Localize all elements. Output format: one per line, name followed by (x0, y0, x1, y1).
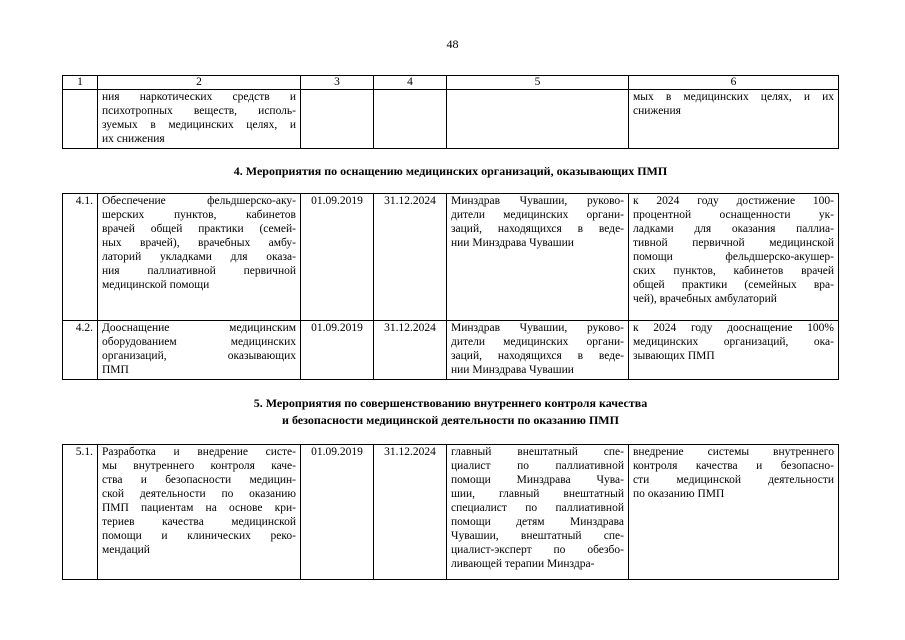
text-line: главный внештатный спе- (451, 446, 624, 458)
text-line: их снижения (102, 133, 165, 145)
text-line: сти медицинской деятельности (633, 474, 834, 486)
text-line: помощи фельдшерско-акушер- (633, 251, 834, 263)
column-number: 4 (374, 76, 447, 90)
text-line: чей), врачебных амбулаторий (633, 293, 777, 305)
text-line: шерских пунктов, кабинетов (102, 209, 296, 221)
text-line: Дооснащение медицинским (102, 322, 296, 334)
row-number (63, 90, 98, 149)
measure-description (98, 321, 301, 380)
section-heading-row (63, 380, 839, 445)
end-date (374, 90, 447, 149)
section-heading (63, 149, 839, 194)
text-line: дители медицинских органи- (451, 209, 624, 221)
text-line: Обеспечение фельдшерско-аку- (102, 195, 296, 207)
expected-result (629, 321, 839, 380)
text-line: Минздрав Чувашии, руково- (451, 195, 624, 207)
measure-description (98, 194, 301, 321)
section-title-line: 5. Мероприятия по совершенствованию внутреннего контроля качества (253, 396, 648, 410)
measure-description (98, 445, 301, 580)
start-date: 01.09.2019 (301, 321, 374, 380)
text-line: зывающих ПМП (633, 350, 715, 362)
text-line: нии Минздрава Чувашии (451, 364, 574, 376)
page-number: 48 (446, 37, 459, 51)
text-line: помощи и клинических реко- (102, 530, 296, 542)
table-row (63, 321, 839, 380)
table-body (63, 76, 839, 580)
text-line: ных врачей), врачебных амбу- (102, 237, 296, 249)
text-line: помощи Минздрава Чува- (451, 474, 624, 486)
text-line: процентной оснащенности ук- (633, 209, 834, 221)
text-line: шии, главный внештатный (451, 488, 624, 500)
text-line: Разработка и внедрение систе- (102, 446, 296, 458)
text-line: снижения (633, 105, 681, 117)
measures-table (62, 75, 839, 580)
text-line: организаций, оказывающих (102, 350, 296, 362)
expected-result (629, 194, 839, 321)
row-number: 4.2. (63, 321, 98, 380)
section-title-line: 4. Мероприятия по оснащению медицинских организаций, оказывающих ПМП (233, 163, 668, 178)
text-line: общей практики (семейных вра- (633, 279, 834, 291)
table-row (63, 445, 839, 580)
text-line: ния паллиативной первичной (102, 265, 296, 277)
text-line: зуемых в медицинских целях, и (102, 119, 296, 131)
column-number: 1 (63, 76, 98, 90)
text-line: к 2024 году дооснащение 100% (633, 322, 834, 334)
text-line: мы внутреннего контроля каче- (102, 460, 296, 472)
text-line: мендаций (102, 544, 150, 556)
text-line: ПМП (102, 364, 129, 376)
text-line: медицинских организаций, ока- (633, 336, 834, 348)
text-line: ской деятельности по оказанию (102, 488, 296, 500)
text-line: психотропных веществ, исполь- (102, 105, 296, 117)
text-line: ладками для оказания паллиа- (633, 223, 834, 235)
text-line: циалист-эксперт по обезбо- (451, 544, 624, 556)
text-line: заций, находящихся в веде- (451, 223, 624, 235)
text-line: мых в медицинских целях, и их (633, 91, 834, 103)
section-heading (63, 380, 839, 445)
end-date: 31.12.2024 (374, 321, 447, 380)
expected-result (629, 445, 839, 580)
text-line: териев качества медицинской (102, 516, 296, 528)
expected-result (629, 90, 839, 149)
text-line: контроля качества и безопасно- (633, 460, 834, 472)
text-line: врачей общей практики (семей- (102, 223, 296, 235)
text-line: заций, находящихся в веде- (451, 350, 624, 362)
measure-description (98, 90, 301, 149)
start-date (301, 90, 374, 149)
end-date: 31.12.2024 (374, 194, 447, 321)
column-number: 2 (98, 76, 301, 90)
text-line: ливающей терапии Минздра- (451, 558, 595, 570)
text-line: ПМП пациентам на основе кри- (102, 502, 296, 514)
executors (447, 90, 629, 149)
text-line: нии Минздрава Чувашии (451, 237, 574, 249)
section-title-line: и безопасности медицинской деятельности по оказанию ПМП (282, 413, 619, 427)
start-date: 01.09.2019 (301, 194, 374, 321)
text-line: латорий укладками для оказа- (102, 251, 296, 263)
text-line: дители медицинских органи- (451, 336, 624, 348)
column-numbers-row (63, 76, 839, 90)
text-line: ских пунктов, кабинетов врачей (633, 265, 834, 277)
executors (447, 194, 629, 321)
column-number: 3 (301, 76, 374, 90)
text-line: ства и безопасности медицин- (102, 474, 296, 486)
text-line: специалист по паллиативной (451, 502, 624, 514)
text-line: по оказанию ПМП (633, 488, 725, 500)
text-line: тивной первичной медицинской (633, 237, 834, 249)
text-line: оборудованием медицинских (102, 336, 296, 348)
executors (447, 321, 629, 380)
row-number: 5.1. (63, 445, 98, 580)
table-row (63, 90, 839, 149)
column-number: 6 (629, 76, 839, 90)
text-line: к 2024 году достижение 100- (633, 195, 834, 207)
text-line: ния наркотических средств и (102, 91, 296, 103)
table-row (63, 194, 839, 321)
column-number: 5 (447, 76, 629, 90)
executors (447, 445, 629, 580)
text-line: внедрение системы внутреннего (633, 446, 834, 458)
section-heading-row (63, 149, 839, 194)
row-number: 4.1. (63, 194, 98, 321)
start-date: 01.09.2019 (301, 445, 374, 580)
text-line: Чувашии, внештатный спе- (451, 530, 624, 542)
end-date: 31.12.2024 (374, 445, 447, 580)
text-line: циалист по паллиативной (451, 460, 624, 472)
text-line: Минздрав Чувашии, руково- (451, 322, 624, 334)
text-line: медицинской помощи (102, 279, 210, 291)
text-line: помощи детям Минздрава (451, 516, 624, 528)
